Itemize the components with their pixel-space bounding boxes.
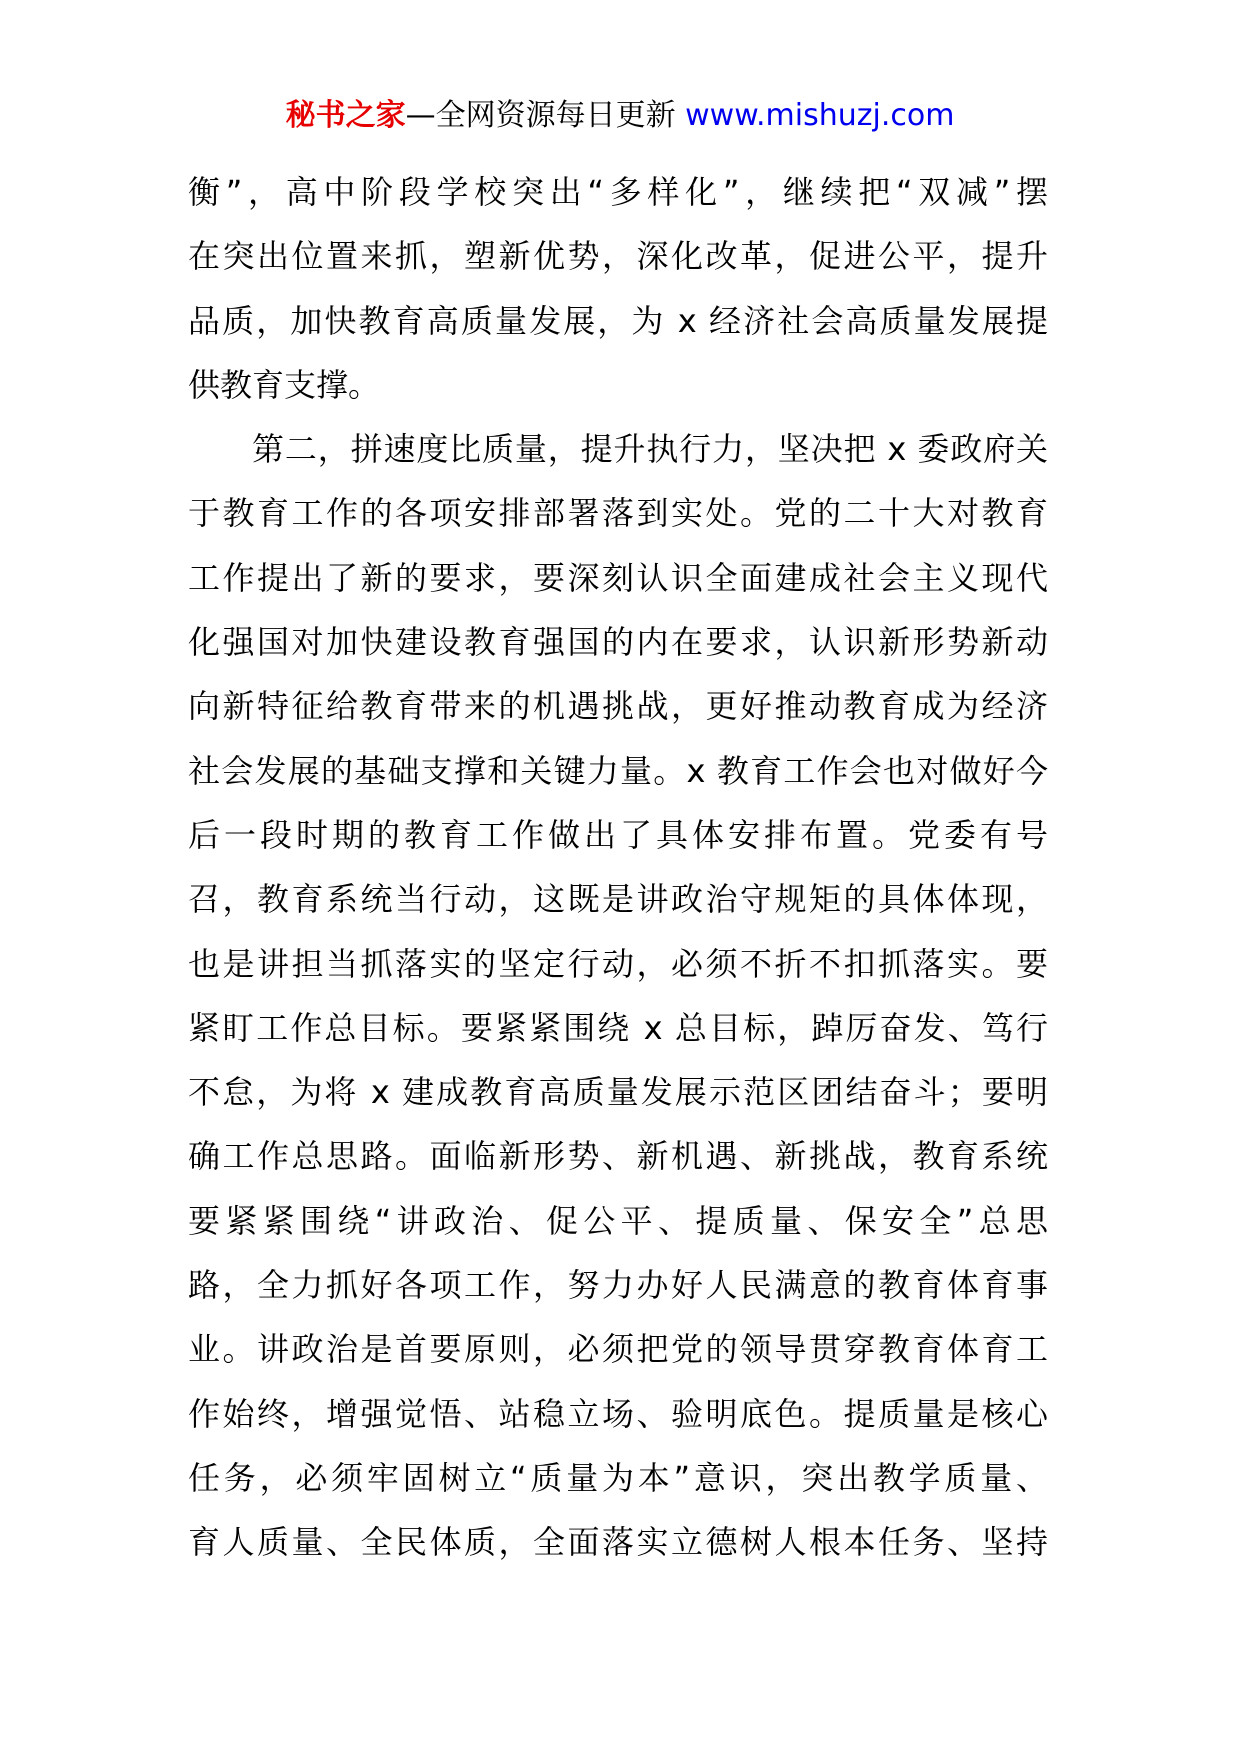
text-line: 育人质量、全民体质，全面落实立德树人根本任务、坚持 [188,1523,1048,1562]
header-url-link[interactable]: www.mishuzj.com [685,98,955,133]
text-line: 也是讲担当抓落实的坚定行动，必须不折不扣抓落实。要 [188,944,1048,983]
paragraph-first-line: 第二，拼速度比质量，提升执行力，坚决把 x 委政府关 [252,430,1048,469]
page-header [0,96,1240,136]
text-line: 要紧紧围绕“讲政治、促公平、提质量、保安全”总思 [188,1201,1048,1240]
text-line: 紧盯工作总目标。要紧紧围绕 x 总目标，踔厉奋发、笃行 [188,1008,1048,1047]
text-line: 确工作总思路。面临新形势、新机遇、新挑战，教育系统 [188,1137,1048,1176]
text-line: 不怠，为将 x 建成教育高质量发展示范区团结奋斗；要明 [188,1073,1048,1112]
text-line: 作始终，增强觉悟、站稳立场、验明底色。提质量是核心 [188,1394,1048,1433]
header-brand: 秘书之家 [285,98,406,133]
text-line: 于教育工作的各项安排部署落到实处。党的二十大对教育 [188,494,1048,533]
text-line: 业。讲政治是首要原则，必须把党的领导贯穿教育体育工 [188,1330,1048,1369]
text-line: 化强国对加快建设教育强国的内在要求，认识新形势新动 [188,623,1048,662]
text-line: 衡”，高中阶段学校突出“多样化”，继续把“双减”摆 [188,173,1048,211]
text-line: 工作提出了新的要求，要深刻认识全面建成社会主义现代 [188,558,1048,597]
text-line: 后一段时期的教育工作做出了具体安排布置。党委有号 [188,815,1048,854]
text-line: 社会发展的基础支撑和关键力量。x 教育工作会也对做好今 [188,751,1048,790]
text-line: 在突出位置来抓，塑新优势，深化改革，促进公平，提升 [188,237,1048,276]
document-body [188,160,1048,1575]
header-slogan: —全网资源每日更新 [405,98,686,133]
text-line: 向新特征给教育带来的机遇挑战，更好推动教育成为经济 [188,687,1048,726]
text-line: 任务，必须牢固树立“质量为本”意识，突出教学质量、 [188,1458,1048,1497]
text-line: 供教育支撑。 [188,365,381,404]
text-line: 召，教育系统当行动，这既是讲政治守规矩的具体体现， [188,880,1048,919]
text-line: 路，全力抓好各项工作，努力办好人民满意的教育体育事 [188,1266,1048,1305]
text-line: 品质，加快教育高质量发展，为 x 经济社会高质量发展提 [188,301,1048,340]
